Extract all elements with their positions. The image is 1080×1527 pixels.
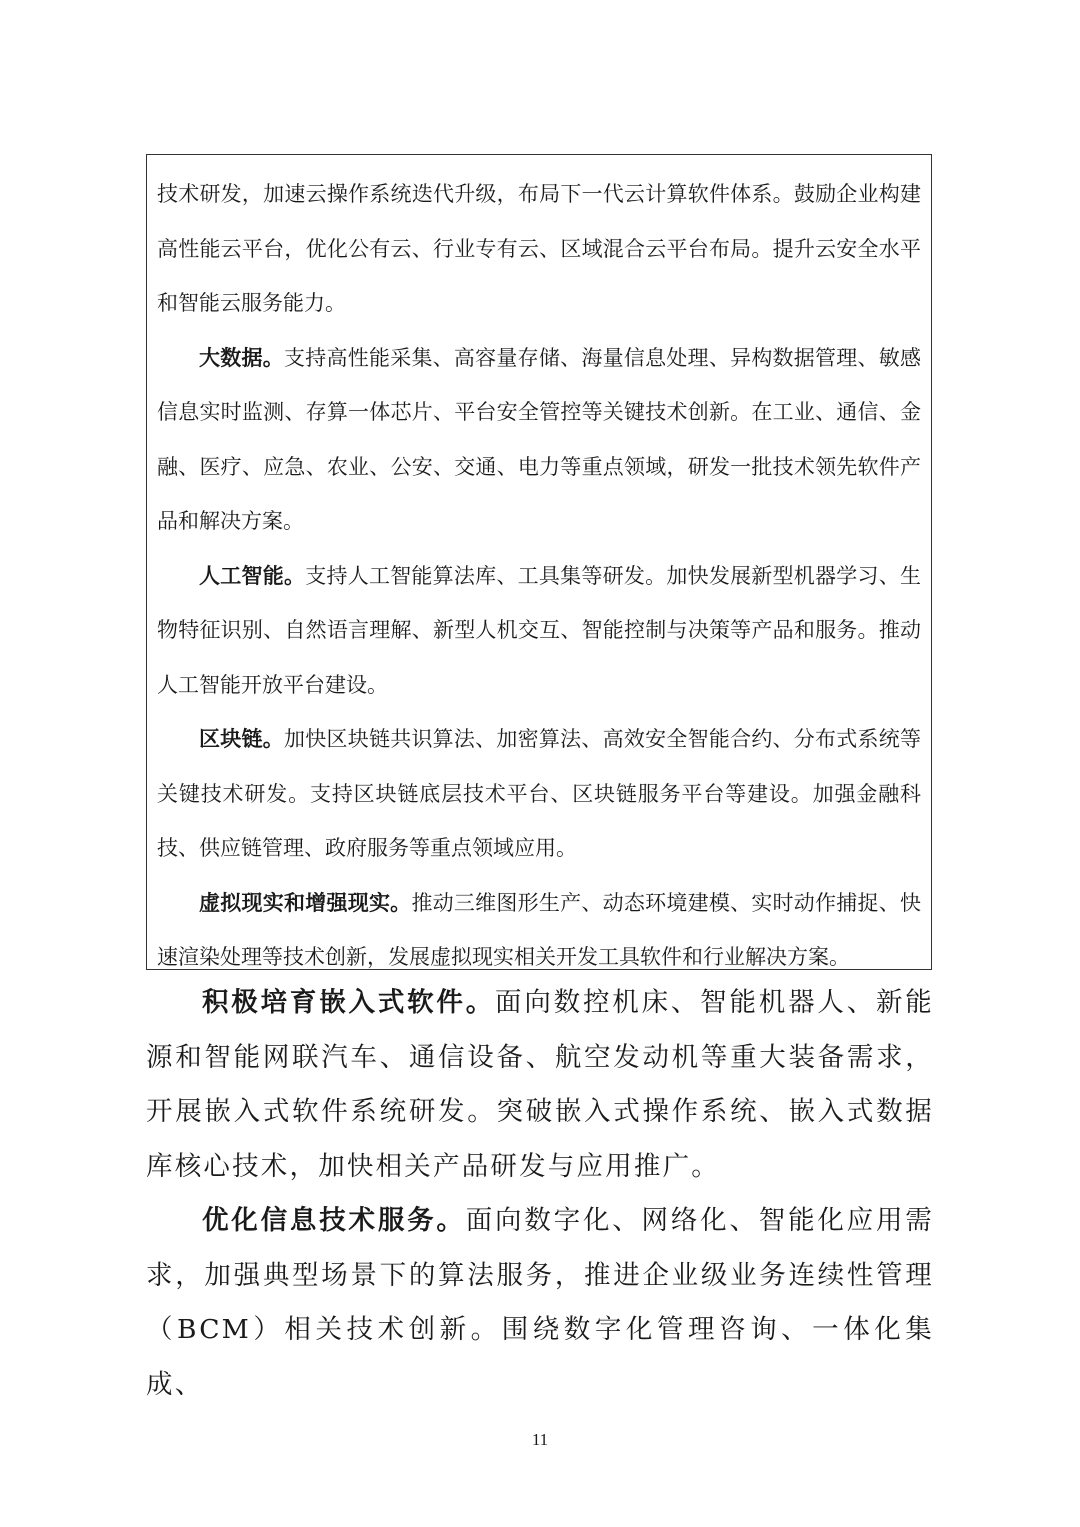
paragraph-text: 面向数控机床、智能机器人、新能源和智能网联汽车、通信设备、航空发动机等重大装备需求，开展嵌入式软件系统研发。突破嵌入式操作系统、嵌入式数据库核心技术，加快相关产品研发与应用推广。 — [146, 987, 935, 1182]
paragraph-text: 加快区块链共识算法、加密算法、高效安全智能合约、分布式系统等关键技术研发。支持区块链底层技术平台、区块链服务平台等建设。加强金融科技、供应链管理、政府服务等重点领域应用。 — [157, 727, 922, 860]
paragraph-heading: 人工智能。 — [199, 562, 306, 588]
paragraph-text: 支持高性能采集、高容量存储、海量信息处理、异构数据管理、敏感信息实时监测、存算一体芯片、平台安全管控等关键技术创新。在工业、通信、金融、医疗、应急、农业、公安、交通、电力等重点领域，研发一批技术领先软件产品和解决方案。 — [157, 345, 922, 533]
body-paragraph-embedded-software — [146, 976, 934, 1194]
body-paragraph-it-services — [146, 1194, 934, 1412]
page-number: 11 — [531, 1430, 549, 1449]
box-paragraph-ai — [157, 549, 921, 713]
box-paragraph-blockchain — [157, 712, 921, 876]
paragraph-heading: 优化信息技术服务。 — [202, 1205, 466, 1236]
boxed-section — [146, 154, 932, 970]
paragraph-heading: 虚拟现实和增强现实。 — [199, 889, 412, 915]
paragraph-heading: 区块链。 — [199, 726, 284, 751]
main-body — [146, 976, 934, 1412]
box-paragraph-vr-ar — [157, 876, 921, 985]
paragraph-text: 推动三维图形生产、动态环境建模、实时动作捕捉、快速渲染处理等技术创新，发展虚拟现实相关开发工具软件和行业解决方案。 — [157, 890, 922, 969]
paragraph-text: 支持人工智能算法库、工具集等研发。加快发展新型机器学习、生物特征识别、自然语言理解、新型人机交互、智能控制与决策等产品和服务。推动人工智能开放平台建设。 — [157, 563, 922, 697]
paragraph-heading: 大数据。 — [199, 344, 284, 370]
box-paragraph-cloud — [157, 167, 921, 331]
box-paragraph-big-data — [157, 331, 921, 549]
paragraph-text: 面向数字化、网络化、智能化应用需求，加强典型场景下的算法服务，推进企业级业务连续性管理（BCM）相关技术创新。围绕数字化管理咨询、一体化集成、 — [146, 1205, 934, 1400]
paragraph-text: 技术研发，加速云操作系统迭代升级，布局下一代云计算软件体系。鼓励企业构建高性能云平台，优化公有云、行业专有云、区域混合云平台布局。提升云安全水平和智能云服务能力。 — [157, 182, 921, 315]
paragraph-heading: 积极培育嵌入式软件。 — [202, 987, 496, 1018]
